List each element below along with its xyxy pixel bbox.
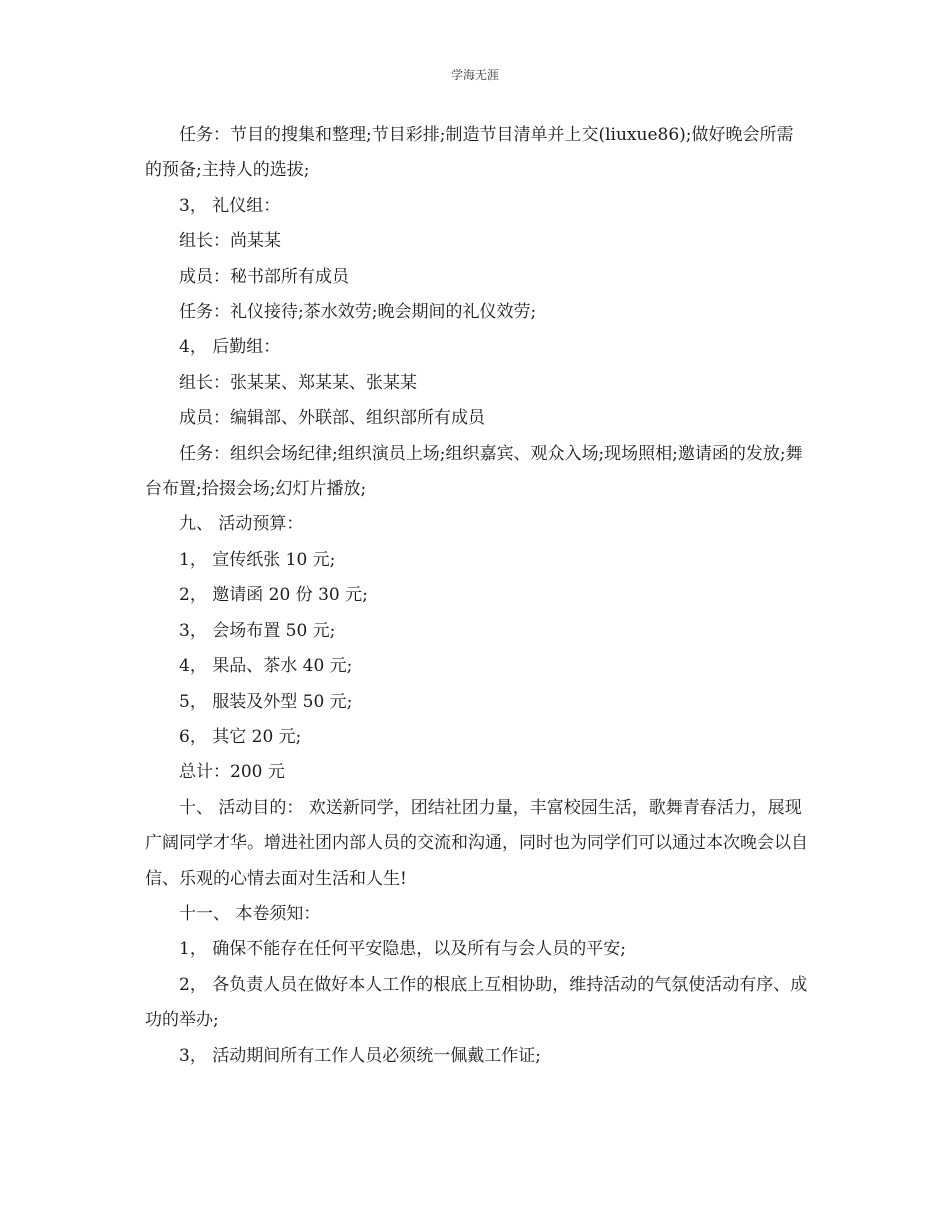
section-heading-budget: 九、 活动预算： bbox=[179, 514, 304, 535]
page-header: 学海无涯 bbox=[450, 68, 499, 82]
paragraph-etiquette-leader: 组长：尚某某 bbox=[179, 231, 281, 252]
paragraph-logistics-leader: 组长：张某某、郑某某、张某某 bbox=[179, 372, 417, 393]
paragraph-etiquette-group: 3， 礼仪组： bbox=[179, 195, 281, 216]
paragraph-program-task: 任务：节目的搜集和整理;节目彩排;制造节目清单并上交(liuxue86);做好晚会所需的预备;主持人的选拔; bbox=[145, 125, 794, 181]
budget-item: 6， 其它 20 元; bbox=[179, 726, 302, 747]
paragraph-logistics-task: 任务：组织会场纪律;组织演员上场;组织嘉宾、观众入场;现场照相;邀请函的发放;舞台布置;拾掇会场;幻灯片播放; bbox=[145, 443, 803, 500]
note-item: 1， 确保不能存在任何平安隐患，以及所有与会人员的平安; bbox=[179, 939, 626, 960]
budget-item: 4， 果品、茶水 40 元; bbox=[179, 656, 353, 677]
paragraph-etiquette-task: 任务：礼仪接待;茶水效劳;晚会期间的礼仪效劳; bbox=[179, 302, 537, 323]
budget-item: 2， 邀请函 20 份 30 元; bbox=[179, 585, 368, 606]
note-item: 2， 各负责人员在做好本人工作的根底上互相协助，维持活动的气氛使活动有序、成功的举办; bbox=[145, 974, 808, 1031]
section-heading-notes: 十一、 本卷须知： bbox=[179, 903, 321, 924]
document-body bbox=[145, 118, 810, 1074]
paragraph-logistics-group: 4， 后勤组： bbox=[179, 337, 281, 358]
budget-item: 5， 服装及外型 50 元; bbox=[179, 691, 353, 712]
budget-item: 3， 会场布置 50 元; bbox=[179, 620, 336, 641]
section-activity-purpose: 十、 活动目的： 欢送新同学，团结社团力量，丰富校园生活，歌舞青春活力，展现广阔同学才华。增进社团内部人员的交流和沟通，同时也为同学们可以通过本次晚会以自信、乐观的心情去面对生活和人生! bbox=[145, 797, 808, 889]
budget-item: 1， 宣传纸张 10 元; bbox=[179, 549, 336, 570]
budget-total: 总计：200 元 bbox=[179, 762, 285, 783]
note-item: 3， 活动期间所有工作人员必须统一佩戴工作证; bbox=[179, 1045, 541, 1066]
paragraph-etiquette-members: 成员：秘书部所有成员 bbox=[179, 266, 349, 287]
paragraph-logistics-members: 成员：编辑部、外联部、组织部所有成员 bbox=[179, 408, 485, 429]
